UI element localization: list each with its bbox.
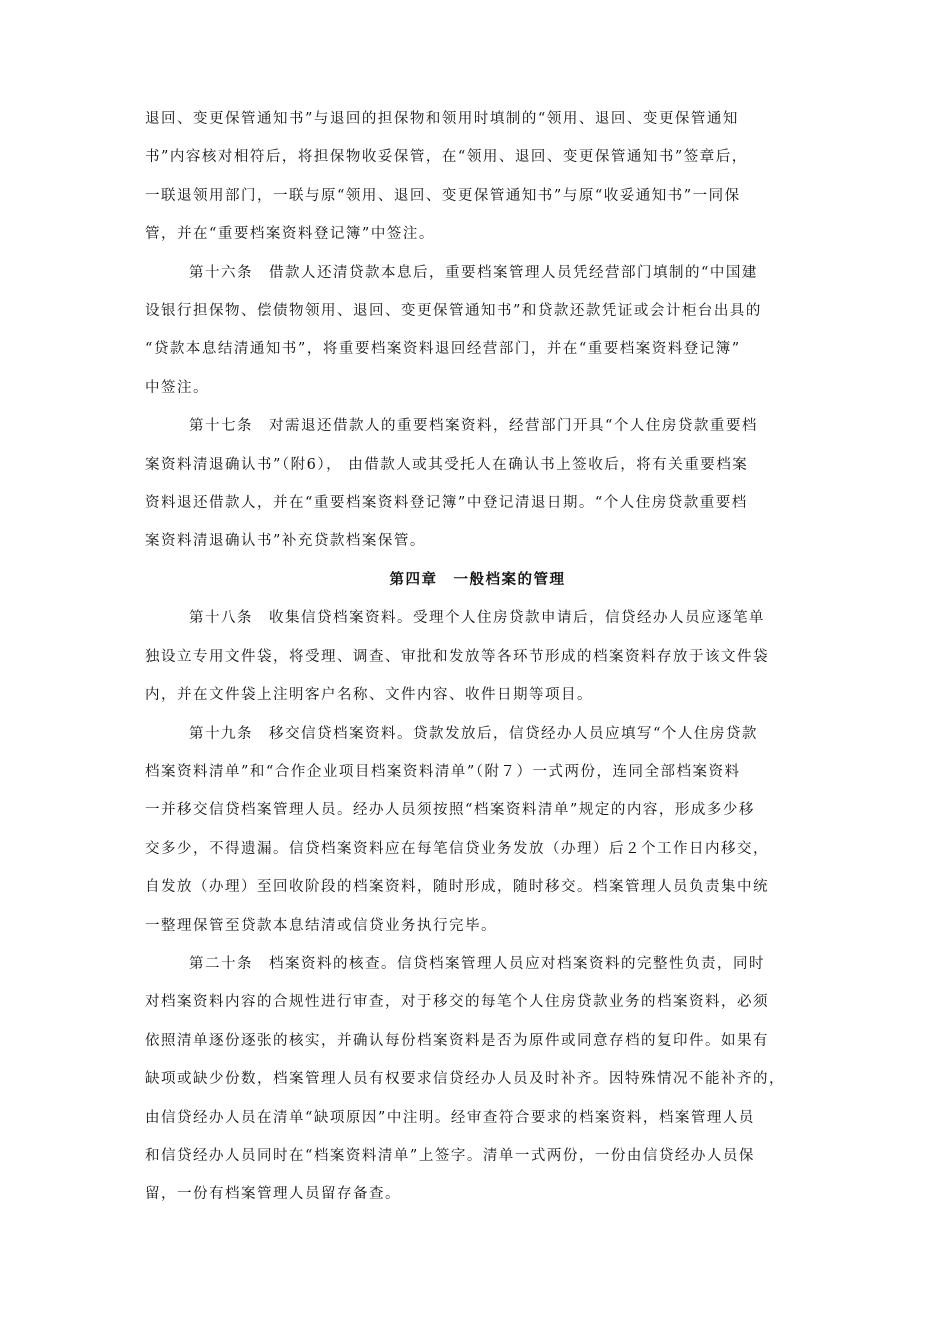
text-line: 管，并在“重要档案资料登记簿”中签注。 <box>145 226 435 243</box>
text-line: 缺项或缺少份数，档案管理人员有权要求信贷经办人员及时补齐。因特殊情况不能补齐的， <box>145 1071 785 1088</box>
text-line: 独设立专用文件袋，将受理、调查、审批和发放等各环节形成的档案资料存放于该文件袋 <box>145 648 769 665</box>
text-line: 案资料清退确认书”（附6）， 由借款人或其受托人在确认书上签收后，将有关重要档案 <box>145 456 749 473</box>
text-line: 第十九条 移交信贷档案资料。贷款发放后，信贷经办人员应填写“个人住房贷款 <box>189 725 758 742</box>
text-line: 对档案资料内容的合规性进行审查，对于移交的每笔个人住房贷款业务的档案资料，必须 <box>145 994 769 1011</box>
text-line: 设银行担保物、偿债物领用、退回、变更保管通知书”和贷款还款凭证或会计柜台出具的 <box>145 303 762 320</box>
text-line: 交多少，不得遗漏。信贷档案资料应在每笔信贷业务发放（办理）后２个工作日内移交， <box>145 840 769 857</box>
text-line: “贷款本息结清通知书”，将重要档案资料退回经营部门，并在“重要档案资料登记簿” <box>145 341 741 358</box>
text-line: 由信贷经办人员在清单“缺项原因”中注明。经审查符合要求的档案资料，档案管理人员 <box>145 1109 755 1126</box>
text-line: 第十六条 借款人还清贷款本息后，重要档案管理人员凭经营部门填制的“中国建 <box>189 264 758 281</box>
text-line: 一联退领用部门，一联与原“领用、退回、变更保管通知书”与原“收妥通知书”一同保 <box>145 187 741 204</box>
text-line: 退回、变更保管通知书”与退回的担保物和领用时填制的“领用、退回、变更保管通知 <box>145 111 739 127</box>
text-line: 中签注。 <box>145 379 209 396</box>
text-line: 留，一份有档案管理人员留存备查。 <box>145 1186 401 1203</box>
article-17 <box>145 407 810 561</box>
text-line: 书”内容核对相符后，将担保物收妥保管，在“领用、退回、变更保管通知书”签章后， <box>145 149 748 166</box>
chapter-4-heading-wrap <box>145 561 810 599</box>
text-line: 一整理保管至贷款本息结清或信贷业务执行完毕。 <box>145 917 497 934</box>
text-line: 第十七条 对需退还借款人的重要档案资料，经营部门开具“个人住房贷款重要档 <box>189 418 758 435</box>
article-19 <box>145 715 810 945</box>
paragraph-continuation <box>145 100 810 254</box>
text-line: 一并移交信贷档案管理人员。经办人员须按照“档案资料清单”规定的内容，形成多少移 <box>145 802 755 819</box>
article-16 <box>145 254 810 408</box>
text-line: 第二十条 档案资料的核查。信贷档案管理人员应对档案资料的完整性负责，同时 <box>189 955 765 972</box>
chapter-heading: 第四章 一般档案的管理 <box>389 570 566 588</box>
text-line: 档案资料清单”和“合作企业项目档案资料清单”（附７）一式两份，连同全部档案资料 <box>145 763 741 780</box>
text-line: 案资料清退确认书”补充贷款档案保管。 <box>145 533 426 550</box>
article-18 <box>145 599 810 714</box>
text-line: 依照清单逐份逐张的核实，并确认每份档案资料是否为原件或同意存档的复印件。如果有 <box>145 1032 769 1049</box>
text-line: 第十八条 收集信贷档案资料。受理个人住房贷款申请后，信贷经办人员应逐笔单 <box>189 610 765 627</box>
text-line: 自发放（办理）至回收阶段的档案资料，随时形成，随时移交。档案管理人员负责集中统 <box>145 879 769 896</box>
text-line: 资料退还借款人，并在“重要档案资料登记簿”中登记清退日期。“个人住房贷款重要档 <box>145 495 748 512</box>
text-line: 和信贷经办人员同时在“档案资料清单”上签字。清单一式两份，一份由信贷经办人员保 <box>145 1147 755 1164</box>
article-20 <box>145 945 810 1214</box>
document-body <box>145 100 810 1214</box>
text-line: 内，并在文件袋上注明客户名称、文件内容、收件日期等项目。 <box>145 687 593 704</box>
